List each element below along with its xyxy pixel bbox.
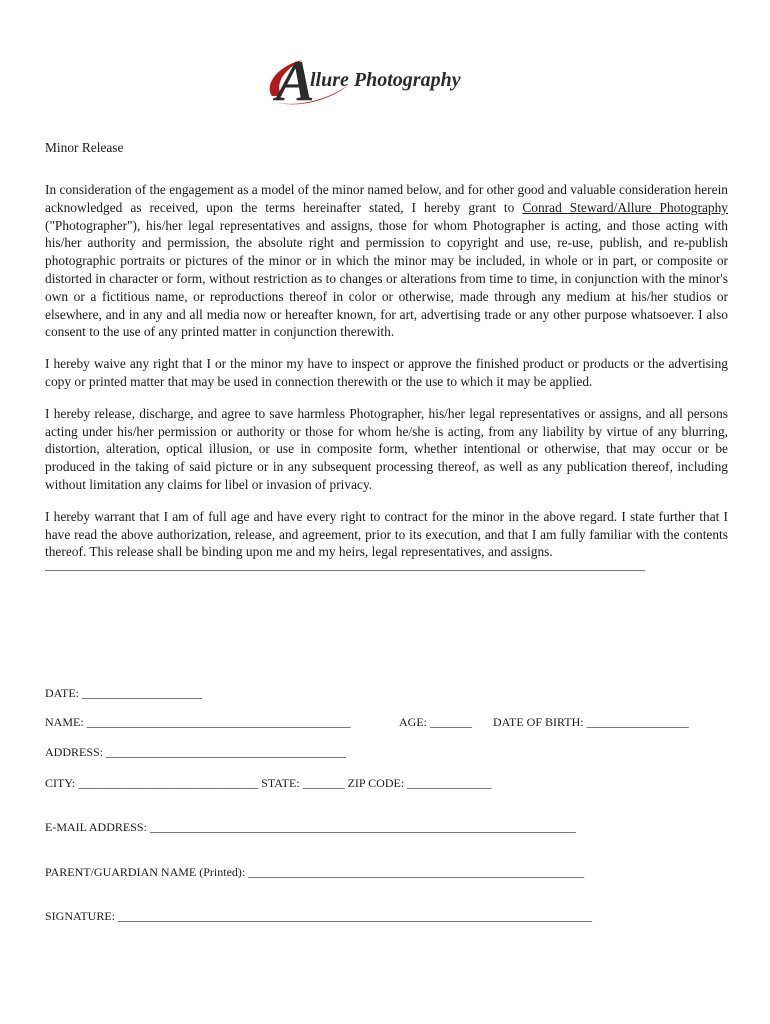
paragraph-release: I hereby release, discharge, and agree to save harmless Photographer, his/her legal representatives or assigns, and all persons acting under his/her permission or authority or those for whom he/she is acting, from any liability by virtue of any blurring, distortion, alteration, optical illusion, or use in composite form, whether intentional or otherwise, that may occur or be produced in the taking of said picture or in any subsequent processing thereof, as well as any publication thereof, including without limitation any claims for libel or invasion of privacy.	[45, 405, 728, 492]
photographer-name-link[interactable]: Conrad Steward/Allure Photography	[522, 199, 728, 215]
city-state-zip-field[interactable]: CITY: ______________________________ STATE: _______ ZIP CODE: ______________	[45, 776, 492, 790]
date-field[interactable]: DATE: ____________________	[45, 686, 202, 700]
paragraph-grant-start: In consideration of the engagement as a model of the minor named below, and for other good and valuable consideration herein acknowledged as received, upon the terms hereinafter stated, I hereby grant to	[45, 182, 728, 215]
age-field[interactable]: AGE: _______	[399, 715, 472, 729]
logo-letter-a: A	[276, 48, 315, 113]
paragraph-waiver: I hereby waive any right that I or the minor my have to inspect or approve the finished product or products or the advertising copy or printed matter that may be used in connection therewith or the use to which it may be applied.	[45, 356, 728, 389]
allure-photography-logo	[258, 44, 508, 116]
parent-guardian-name-field[interactable]: PARENT/GUARDIAN NAME (Printed): ________________________________________________________	[45, 865, 585, 879]
release-document	[45, 139, 728, 573]
paragraph-warranty: I hereby warrant that I am of full age and have every right to contract for the minor in the above regard. I state further that I have read the above authorization, release, and agreement, prior to its execution, and that I am fully familiar with the contents thereof. This release shall be binding upon me and my heirs, legal representatives, and assigns.	[45, 508, 728, 560]
address-field[interactable]: ADDRESS: ________________________________________	[45, 745, 347, 759]
paragraph-grant-rest: ("Photographer"), his/her legal representatives and assigns, those for whom Photographer is acting, and those acting with his/her authority and permission, the absolute right and permission to copyright and use, re-use, publish, and re-publish photographic portraits or pictures of the minor or in which the minor may be included, in whole or in part, or composite or distorted in character or form, without restriction as to changes or alterations from time to time, in conjunction with the minor's own or a fictitious name, or reproductions thereof in color or otherwise, made through any medium at his/her studios or elsewhere, and in any and all media now or hereafter known, for art, advertising trade or any other purpose whatsoever. I also consent to the use of any printed matter in conjunction therewith.	[45, 217, 728, 340]
separator-line: ____________________________________________________________________________________________________	[45, 559, 645, 573]
document-title: Minor Release	[45, 140, 124, 155]
signature-field[interactable]: SIGNATURE: _______________________________________________________________________________	[45, 909, 593, 923]
logo-text: llure Photography	[310, 69, 461, 91]
name-field[interactable]: NAME: ____________________________________________	[45, 715, 351, 729]
email-field[interactable]: E-MAIL ADDRESS: _______________________________________________________________________	[45, 820, 576, 834]
date-of-birth-field[interactable]: DATE OF BIRTH: _________________	[493, 715, 689, 729]
paragraph-grant	[45, 181, 728, 341]
